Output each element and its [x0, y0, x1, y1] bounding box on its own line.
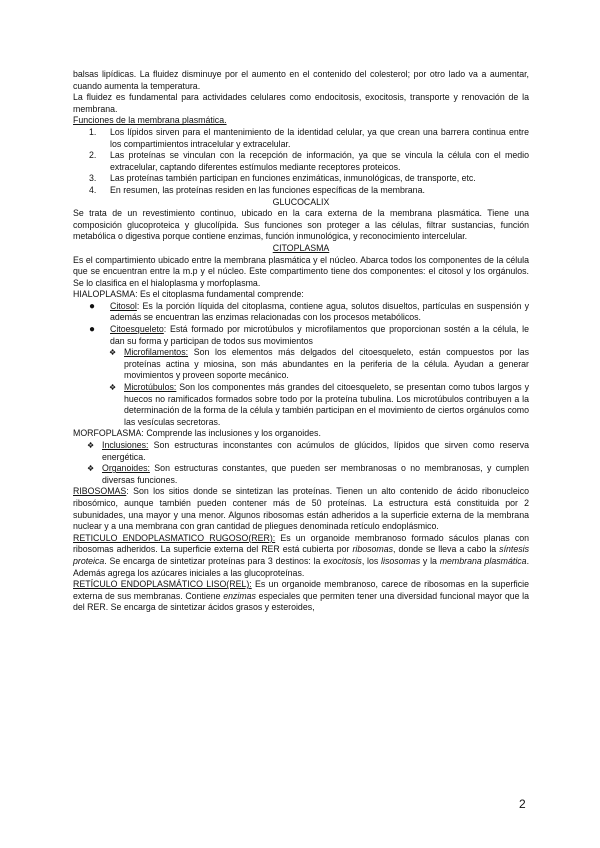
diamond-bullet-icon: ❖ [109, 383, 117, 393]
glucocalix-heading: GLUCOCALIX [272, 196, 330, 207]
list-item [73, 324, 529, 347]
ribosomas-text: : Son los sitios donde se sintetizan las proteínas. Tienen un alto contenido de ácido ribonucleico ribosómico, aunque también pueden contener más de 50 proteínas. La estructura está constituida por 2 subunidades, una mayor y una menor. Algunos ribosomas están adheridos a la superficie externa de la membrana nuclear y a una membrana con gran cantidad de pliegues denominada retículo endoplásmico. [73, 486, 529, 532]
list-item [73, 440, 529, 463]
microtubulos-item [124, 382, 529, 428]
list-number: 1. [89, 126, 97, 137]
list-item [73, 463, 529, 486]
rer-italic: síntesis proteica [73, 544, 529, 566]
list-text: Los lípidos sirven para el mantenimiento de la identidad celular, ya que crean una barrera continua entre los compartimientos intracelular y extracelular. [110, 126, 529, 149]
list-text: En resumen, las proteínas residen en las funciones específicas de la membrana. [110, 184, 425, 195]
inclusiones-item [102, 440, 529, 463]
funciones-heading: Funciones de la membrana plasmática. [73, 115, 227, 126]
morfoplasma-intro: MORFOPLASMA: Comprende las inclusiones y los organoides. [73, 428, 321, 439]
rer-text: , los [361, 555, 382, 566]
microfilamentos-item [124, 347, 529, 382]
rer-italic: exocitosis [323, 555, 362, 566]
bullet-icon: ● [89, 324, 96, 336]
list-item [73, 347, 529, 382]
rer-text: y la [420, 555, 440, 566]
rer-text: Es un organoide membranoso formado sáculos planas con ribosomas adheridos. La superficie externa del RER está cubierta por [73, 532, 530, 555]
document-page [73, 69, 529, 614]
rer-italic: membrana plasmática [439, 555, 527, 566]
rel-paragraph [73, 579, 529, 614]
diamond-bullet-icon: ❖ [109, 348, 117, 358]
diamond-bullet-icon: ❖ [87, 441, 95, 450]
list-item [73, 301, 529, 324]
rel-italic: enzimas [223, 590, 256, 601]
hialoplasma-list [73, 301, 529, 347]
ribosomas-term: RIBOSOMAS [73, 486, 127, 497]
rel-text: Es un organoide membranoso, carece de ribosomas en la superficie externa de sus membranas. Contiene [73, 579, 529, 601]
citosol-term: Citosol [110, 300, 137, 311]
microtubulos-term: Microtúbulos: [124, 382, 177, 393]
glucocalix-paragraph: Se trata de un revestimiento continuo, ubicado en la cara externa de la membrana plasmática. Tiene una composición glucoproteica y glucolípida. Sus funciones son proteger a las células, filtrar sustancias, función metabólica o digestiva porque contiene enzimas, función inmunológica, y reconocimiento intercelular. [73, 208, 529, 242]
hialoplasma-intro: HIALOPLASMA: Es el citoplasma fundamental comprende: [73, 289, 304, 300]
list-item [73, 382, 529, 428]
citoplasma-paragraph: Es el compartimiento ubicado entre la membrana plasmática y el núcleo. Abarca todos los componentes de la célula que se encuentran entre la m.p y el núcleo. Este compartimento tiene dos componentes: el citosol y los orgánulos. Se lo clasifica en el hialoplasma y morfoplasma. [73, 254, 529, 288]
diamond-bullet-icon: ❖ [87, 464, 95, 474]
citoplasma-heading: CITOPLASMA [272, 242, 330, 253]
rer-text: , donde se lleva a cabo la [393, 544, 500, 555]
list-number: 4. [89, 184, 97, 195]
citoesqueleto-term: Citoesqueleto [110, 324, 164, 335]
ribosomas-paragraph [73, 486, 529, 532]
page-number: 2 [519, 797, 526, 811]
citoesqueleto-item [110, 324, 529, 347]
citosol-text: : Es la porción líquida del citoplasma, contiene agua, solutos disueltos, partículas en suspensión y además se encuentran las enzimas relacionadas con los procesos metabólicos. [110, 300, 529, 323]
list-text: Las proteínas también participan en funciones enzimáticas, inmunológicas, de transporte, etc. [110, 173, 476, 184]
list-text: Las proteínas se vinculan con la recepción de información, ya que se vincula la célula con el medio extracelular, captando diferentes estímulos mediante receptores proteicos. [110, 150, 529, 172]
list-number: 3. [89, 173, 97, 184]
rer-term: RETICULO ENDOPLASMATICO RUGOSO(RER): [73, 532, 276, 543]
list-item [73, 185, 529, 197]
citoesqueleto-text: : Está formado por microtúbulos y microfilamentos que proporcionan sostén a la célula, le dan su forma y participan de todos sus movimientos [110, 324, 529, 346]
inclusiones-text: Son estructuras inconstantes con acúmulos de glúcidos, lípidos que sirven como reserva energética. [102, 440, 529, 462]
list-item [73, 127, 529, 150]
bullet-icon: ● [89, 300, 96, 312]
citoesqueleto-sublist [73, 347, 529, 428]
microtubulos-text: Son los componentes más grandes del citoesqueleto, se presentan como tubos largos y huecos no ramificados formados sobre todo por la proteína tubulina. Los microtúbulos contribuyen a la determinación de la forma de la célula y también participan en el movimiento de ciertos orgánulos como las vesículas secretoras. [124, 382, 529, 427]
inclusiones-term: Inclusiones: [102, 440, 149, 450]
rer-text: . Se encarga de sintetizar proteínas para 3 destinos: la [104, 555, 324, 566]
rer-text: . Además agrega los azúcares iniciales a las glucoproteínas. [73, 555, 530, 578]
intro-paragraph-2: La fluidez es fundamental para actividades celulares como endocitosis, exocitosis, transporte y renovación de la membrana. [73, 92, 529, 114]
rer-italic: ribosomas [352, 544, 394, 555]
intro-paragraph-1: balsas lipídicas. La fluidez disminuye por el aumento en el contenido del colesterol; por otro lado va a aumentar, cuando aumenta la temperatura. [73, 69, 529, 91]
morfoplasma-list [73, 440, 529, 486]
rel-text: especiales que permiten tener una diversidad funcional mayor que la del RER. Se encarga de sintetizar ácidos grasos y esteroides, [73, 590, 529, 613]
microfilamentos-text: Son los elementos más delgados del citoesqueleto, están compuestos por las proteínas actina y miosina, son más abundantes en la periferia de la célula. Ayudan a generar movimientos y proveen soporte mecánico. [124, 347, 529, 381]
rel-term: RETÍCULO ENDOPLASMÁTICO LISO(REL): [73, 579, 252, 590]
organoides-text: Son estructuras constantes, que pueden ser membranosas o no membranosas, y cumplen diversas funciones. [102, 463, 529, 485]
funciones-list [73, 127, 529, 197]
organoides-item [102, 463, 529, 486]
microfilamentos-term: Microfilamentos: [124, 347, 189, 358]
organoides-term: Organoides: [102, 463, 150, 474]
list-item [73, 150, 529, 173]
rer-italic: lisosomas [381, 555, 421, 566]
rer-paragraph [73, 533, 529, 579]
list-number: 2. [89, 150, 97, 161]
citosol-item [110, 301, 529, 324]
list-item [73, 173, 529, 185]
